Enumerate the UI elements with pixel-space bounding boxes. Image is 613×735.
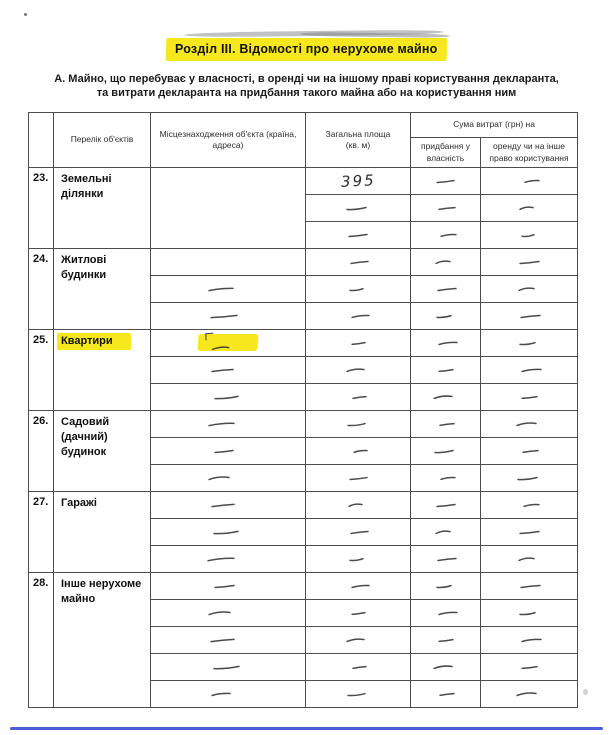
handwritten-dash: [519, 306, 541, 325]
handwritten-dash: [347, 414, 367, 433]
area-cell: [306, 681, 411, 708]
table-row: [29, 411, 578, 438]
handwritten-dash: [438, 333, 459, 352]
row-number: 27.: [29, 492, 54, 573]
handwritten-dash: [434, 441, 455, 460]
header-costs-group: Сума витрат (грн) на: [411, 113, 578, 138]
table-row: [29, 249, 578, 276]
section-subtitle: [20, 72, 593, 101]
rent-cost-cell: [481, 249, 578, 276]
location-cell: [151, 168, 306, 249]
location-cell: [151, 546, 306, 573]
handwritten-dash: [435, 495, 456, 514]
area-cell: [306, 492, 411, 519]
row-label: [54, 330, 151, 411]
handwritten-dash: [436, 576, 453, 595]
handwritten-dash: [345, 360, 365, 379]
area-cell: [306, 384, 411, 411]
purchase-cost-cell: [411, 384, 481, 411]
purchase-cost-cell: [411, 330, 481, 357]
handwritten-dash: [521, 360, 543, 379]
scan-speck: [24, 13, 27, 16]
header-row-1: [29, 113, 578, 138]
handwritten-dash: [347, 495, 363, 514]
purchase-cost-cell: [411, 681, 481, 708]
purchase-cost-cell: [411, 573, 481, 600]
purchase-cost-cell: [411, 411, 481, 438]
area-cell: [306, 276, 411, 303]
row-number: 28.: [29, 573, 54, 708]
handwritten-dash: [349, 522, 369, 541]
handwritten-dash: [517, 279, 535, 298]
handwritten-dash: [346, 198, 368, 217]
handwritten-dash: [351, 306, 371, 325]
table-body: [29, 168, 578, 708]
handwritten-dash: [432, 387, 453, 406]
handwritten-dash: [436, 549, 457, 568]
handwritten-dash: [437, 360, 454, 379]
purchase-cost-cell: [411, 168, 481, 195]
handwritten-dash: [437, 630, 454, 649]
row-number: 23.: [29, 168, 54, 249]
location-cell: [151, 654, 306, 681]
rent-cost-cell: [481, 627, 578, 654]
handwritten-dash: [349, 279, 365, 298]
handwritten-dash: [212, 657, 240, 676]
handwritten-dash: [351, 576, 371, 595]
location-cell: [151, 303, 306, 330]
handwritten-dash: [213, 387, 239, 406]
area-cell: [306, 465, 411, 492]
section-title: Розділ III. Відомості про нерухоме майно: [174, 42, 438, 56]
handwritten-dash: [518, 198, 534, 217]
location-cell: [151, 465, 306, 492]
handwritten-dash: [436, 171, 456, 190]
handwritten-dash: [350, 333, 366, 352]
handwritten-dash: [211, 339, 229, 357]
area-cell: [306, 600, 411, 627]
handwritten-dash: [519, 333, 537, 352]
rent-cost-cell: [481, 546, 578, 573]
handwritten-area-value: 395: [340, 170, 376, 191]
handwritten-dash: [517, 549, 535, 568]
purchase-cost-cell: [411, 627, 481, 654]
handwritten-dash: [213, 522, 240, 541]
purchase-cost-cell: [411, 600, 481, 627]
handwritten-dash: [523, 495, 541, 514]
handwritten-dash: [438, 414, 455, 433]
handwritten-dash: [515, 684, 537, 703]
purchase-cost-cell: [411, 438, 481, 465]
table-row: [29, 573, 578, 600]
area-cell: [306, 195, 411, 222]
location-cell: [151, 627, 306, 654]
handwritten-dash: [521, 630, 543, 649]
location-cell: [151, 357, 306, 384]
location-cell: [151, 438, 306, 465]
row-number: 24.: [29, 249, 54, 330]
handwritten-dash: [210, 306, 239, 325]
rent-cost-cell: [481, 384, 578, 411]
location-cell: [151, 681, 306, 708]
handwritten-dash: [521, 441, 539, 460]
purchase-cost-cell: [411, 546, 481, 573]
rent-cost-cell: [481, 438, 578, 465]
area-cell: [306, 654, 411, 681]
purchase-cost-cell: [411, 276, 481, 303]
handwritten-dash: [517, 468, 539, 487]
row-number: 26.: [29, 411, 54, 492]
area-cell: [306, 303, 411, 330]
location-cell: [151, 411, 306, 438]
area-cell: [306, 573, 411, 600]
handwritten-dash: [345, 630, 365, 649]
handwritten-dash: [518, 522, 540, 541]
location-cell: [151, 600, 306, 627]
rent-cost-cell: [481, 573, 578, 600]
handwritten-dash: [436, 306, 453, 325]
handwritten-dash: [348, 225, 369, 244]
rent-cost-cell: [481, 654, 578, 681]
handwritten-dash: [347, 684, 367, 703]
subtitle-line-2: та витрати декларанта на придбання такого майна або на користування ним: [96, 87, 517, 100]
area-cell: [306, 249, 411, 276]
table-row: [29, 330, 578, 357]
header-area: [306, 113, 411, 168]
purchase-cost-cell: [411, 222, 481, 249]
handwritten-dash: [211, 684, 232, 703]
area-cell: [306, 357, 411, 384]
row-label: Інше нерухоме майно: [54, 573, 151, 708]
handwritten-dash: [351, 657, 367, 676]
purchase-cost-cell: [411, 465, 481, 492]
handwritten-dash: [515, 414, 537, 433]
handwritten-dash: [432, 657, 453, 676]
handwritten-dash: [437, 198, 456, 217]
section-title-highlight: [165, 38, 447, 61]
handwritten-dash: [520, 657, 538, 676]
location-highlight: [197, 334, 258, 351]
handwritten-dash: [434, 522, 451, 541]
handwritten-dash: [208, 468, 231, 487]
area-cell: [306, 168, 411, 195]
rent-cost-cell: [481, 330, 578, 357]
handwritten-dash: [210, 630, 236, 649]
table-row: [29, 492, 578, 519]
purchase-cost-cell: [411, 654, 481, 681]
handwritten-dash: [520, 226, 535, 245]
scan-speck: [583, 689, 588, 695]
row-label: Садовий (дачний) будинок: [54, 411, 151, 492]
location-cell: [151, 276, 306, 303]
subtitle-line-1: А. Майно, що перебуває у власності, в оренді чи на іншому праві користування декларанта,: [54, 73, 559, 85]
label-highlight: Квартири: [57, 333, 131, 350]
area-cell: [306, 222, 411, 249]
purchase-cost-cell: [411, 249, 481, 276]
header-area-line2: (кв. м): [345, 140, 371, 150]
location-cell: [151, 249, 306, 276]
rent-cost-cell: [481, 276, 578, 303]
handwritten-dash: [438, 684, 455, 703]
handwritten-dash: [523, 171, 540, 190]
area-cell: [306, 546, 411, 573]
handwritten-dash: [349, 252, 369, 271]
location-cell: [151, 384, 306, 411]
rent-cost-cell: [481, 411, 578, 438]
handwritten-dash: [349, 549, 365, 568]
handwritten-dash: [519, 576, 541, 595]
location-cell: [151, 492, 306, 519]
header-area-line1: Загальна площа: [325, 128, 391, 139]
row-label: Земельні ділянки: [54, 168, 151, 249]
table-row: [29, 168, 578, 195]
rent-cost-cell: [481, 681, 578, 708]
purchase-cost-cell: [411, 519, 481, 546]
handwritten-dash: [348, 468, 368, 487]
location-cell: [151, 573, 306, 600]
header-purchase: придбання у власність: [411, 138, 481, 168]
rent-cost-cell: [481, 600, 578, 627]
row-number: 25.: [29, 330, 54, 411]
rent-cost-cell: [481, 195, 578, 222]
purchase-cost-cell: [411, 357, 481, 384]
handwritten-dash: [353, 441, 369, 460]
row-label: Гаражі: [54, 492, 151, 573]
handwritten-dash: [207, 414, 235, 433]
handwritten-dash: [214, 441, 235, 460]
bottom-blue-line: [10, 727, 603, 730]
area-cell: [306, 411, 411, 438]
rent-cost-cell: [481, 357, 578, 384]
section-title-wrap: [0, 38, 613, 61]
handwritten-dash: [436, 279, 457, 298]
handwritten-dash: [434, 252, 451, 271]
handwritten-dash: [351, 387, 367, 406]
rent-cost-cell: [481, 303, 578, 330]
area-cell: [306, 519, 411, 546]
handwritten-dash: [207, 603, 231, 622]
location-cell: [151, 519, 306, 546]
handwritten-dash: [350, 603, 366, 622]
rent-cost-cell: [481, 519, 578, 546]
area-cell: [306, 330, 411, 357]
handwritten-dash: [440, 468, 457, 487]
rent-cost-cell: [481, 465, 578, 492]
location-cell: [151, 330, 306, 357]
purchase-cost-cell: [411, 492, 481, 519]
handwritten-dash: [519, 603, 537, 622]
handwritten-dash: [518, 252, 540, 271]
handwritten-dash: [520, 387, 538, 406]
purchase-cost-cell: [411, 303, 481, 330]
rent-cost-cell: [481, 222, 578, 249]
rent-cost-cell: [481, 168, 578, 195]
handwritten-dash: [207, 549, 236, 568]
header-number-col: [29, 113, 54, 168]
handwritten-dash: [213, 576, 235, 595]
declaration-table: [28, 112, 578, 708]
area-cell: [306, 438, 411, 465]
handwritten-dash: [210, 495, 235, 514]
handwritten-dash: [439, 225, 457, 244]
handwritten-dash: [211, 360, 235, 379]
rent-cost-cell: [481, 492, 578, 519]
area-cell: [306, 627, 411, 654]
handwritten-dash: [208, 279, 235, 298]
purchase-cost-cell: [411, 195, 481, 222]
row-label: Житлові будинки: [54, 249, 151, 330]
header-location: Місцезнаходження об'єкта (країна, адреса): [151, 113, 306, 168]
header-rent: оренду чи на інше право користування: [481, 138, 578, 168]
header-objects: Перелік об'єктів: [54, 113, 151, 168]
handwritten-dash: [438, 603, 459, 622]
